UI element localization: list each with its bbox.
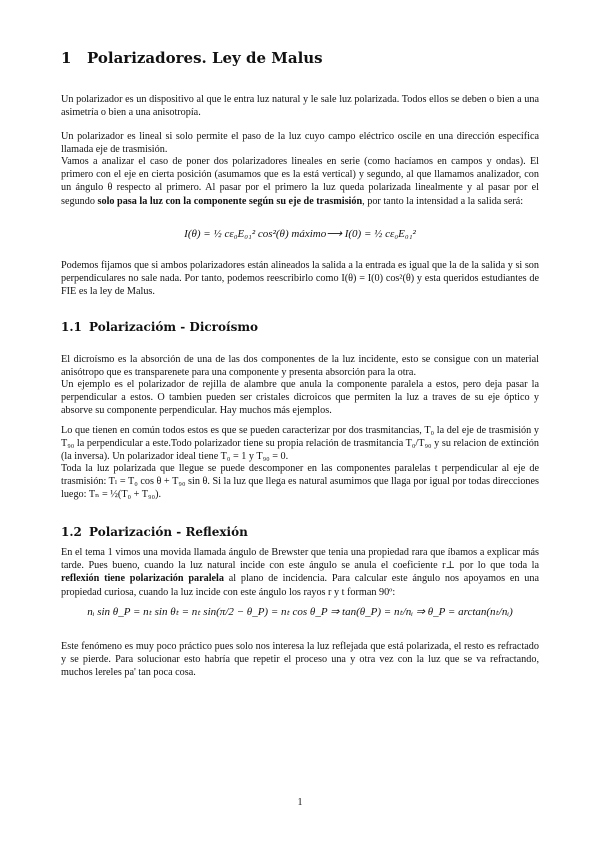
- page-number: 1: [297, 797, 303, 808]
- paragraph-analysis-end: , por tanto la intensidad a la salida será:: [362, 195, 524, 207]
- subsection-title-text: Polarizacióm - Dicroísmo: [89, 320, 259, 334]
- paragraph-brewster-end: al plano de incidencia. Para calcular este ángulo nos apoyamos en una propiedad curiosa, cuando la luz incide con este ángulo los rayos r y t forman 90º:: [61, 573, 539, 598]
- paragraph-analysis-text: Vamos a analizar el caso de poner dos polarizadores lineales en serie (como hacíamos en campos y ondas). El primero con el eje en cierta posición (asumamos que es la está vertical) y segundo, al que llamamos analizador, con un ángulo θ respecto al primero. Al pasar por el primero la luz queda polarizada linealmente y al pasar por el segundo: [61, 156, 539, 207]
- paragraph-conclusion: Este fenómeno es muy poco práctico pues solo nos interesa la luz reflejada que está polarizada, el resto es refractado y se pierde. Para solucionar esto habría que repetir el proceso una y otra vez con la luz que se va refractando, muchos lereles pa' tan poca cosa.: [61, 641, 539, 679]
- paragraph-transmitance: Lo que tienen en común todos estos es que se pueden caracterizar por dos trasmitancias, T₀ la del eje de trasmisión y T₉₀ la perpendicular a este.Todo polarizador tiene su propia relación de trasmitancia T₀/T₉₀ y su relacion de extinción (la inversa). Un polarizador ideal tiene T₀ = 1 y T₉₀ = 0.: [61, 425, 539, 463]
- section-title-text: Polarizadores. Ley de Malus: [87, 49, 323, 67]
- section-title: [61, 48, 323, 68]
- section-number: 1: [61, 49, 72, 67]
- paragraph-analysis-bold: solo pasa la luz con la componente según su eje de trasmisión: [97, 195, 363, 207]
- paragraph-dicroismo-example: Un ejemplo es el polarizador de rejilla de alambre que anula la componente paralela a estos, pero deja pasar la perpendicular a estos. O tambien pueden ser cristales dicroicos que permiten la luz a traves de su eje óptico y absorve su componente perpendicular. Hay muchos más ejemplos.: [61, 379, 539, 417]
- subsection-title-reflexion: [61, 524, 248, 540]
- equation-intensity: I(θ) = ½ cε₀E₀₁² cos²(θ) máximo⟶ I(0) = ½ cε₀E₀₁²: [184, 228, 416, 240]
- equation-brewster: nᵢ sin θ_P = nₜ sin θₜ = nₜ sin(π/2 − θ_P) = nₜ cos θ_P ⇒ tan(θ_P) = nₜ/nᵢ ⇒ θ_P = arctan(nₜ/nᵢ): [87, 606, 513, 618]
- paragraph-lineal: Un polarizador es lineal si solo permite el paso de la luz cuyo campo eléctrico oscile en una dirección específica llamada eje de trasmisión.: [61, 131, 539, 156]
- paragraph-dicroismo-def: El dicroísmo es la absorción de una de las dos componentes de la luz incidente, esto se consigue con un material anisótropo que es transparenete para una componente y presenta absorción para la otra.: [61, 354, 539, 379]
- subsection-number: 1.1: [61, 320, 82, 334]
- subsection-title-text: Polarización - Reflexión: [89, 525, 248, 539]
- paragraph-analysis: [61, 155, 539, 208]
- subsection-number: 1.2: [61, 525, 82, 539]
- paragraph-decomposition: Toda la luz polarizada que llegue se puede descomponer en las componentes paralelas t perpendicular al eje de trasmisión: Tₗ = T₀ cos θ + T₉₀ sin θ. Si la luz que llega es natural asumimos que llaga por igual por todas direcciones luego: Tₙ = ½(T₀ + T₉₀).: [61, 463, 539, 501]
- subsection-title-dicroismo: [61, 319, 258, 335]
- paragraph-intro: Un polarizador es un dispositivo al que le entra luz natural y le sale luz polarizada. Todos ellos se deben o bien a una asimetría o bien a una anisotropía.: [61, 94, 539, 119]
- paragraph-brewster-bold: reflexión tiene polarización paralela: [61, 573, 224, 585]
- paragraph-brewster-text: En el tema 1 vimos una movida llamada ángulo de Brewster que tenia una propiedad rara que íbamos a explicar más tarde. Pues bueno, cuando la luz natural incide con este ángulo se anula el coeficiente r⊥ por lo que toda la: [61, 547, 539, 572]
- paragraph-brewster: [61, 546, 539, 599]
- paragraph-malus: Podemos fijamos que si ambos polarizadores están alineados la salida a la entrada es igual que la de la salida y si son perpendiculares no sale nada. Por tanto, podemos reescribirlo como I(θ) = I(0) cos²(θ) y esta queridos estudiantes de FIE es la ley de Malus.: [61, 260, 539, 298]
